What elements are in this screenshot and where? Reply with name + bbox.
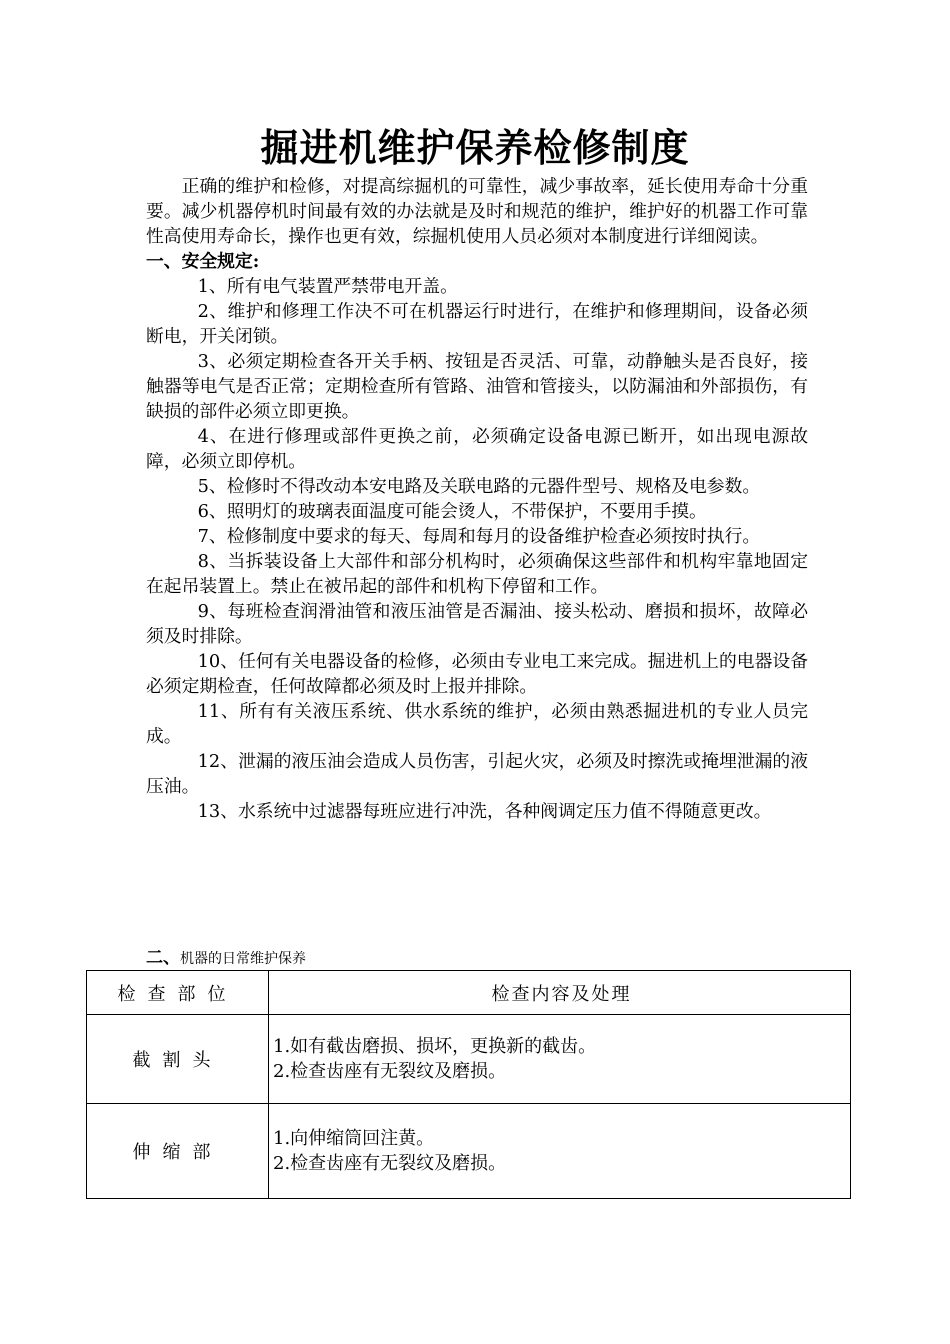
rule-item-11: 11、所有有关液压系统、供水系统的维护，必须由熟悉掘进机的专业人员完成。 xyxy=(146,701,808,747)
rule-item-13: 13、水系统中过滤器每班应进行冲洗，各种阀调定压力值不得随意更改。 xyxy=(197,801,772,822)
table-row xyxy=(87,1104,851,1199)
content-line: 1.如有截齿磨损、损坏，更换新的截齿。 xyxy=(273,1036,597,1057)
rule-item-5: 5、检修时不得改动本安电路及关联电路的元器件型号、规格及电参数。 xyxy=(197,476,761,497)
section-2-heading xyxy=(146,947,306,970)
maintenance-table xyxy=(86,970,851,1199)
section-2-title: 机器的日常维护保养 xyxy=(180,951,306,967)
table-header-row xyxy=(87,971,851,1015)
rule-item-7: 7、检修制度中要求的每天、每周和每月的设备维护检查必须按时执行。 xyxy=(197,526,761,547)
row-part-cutting-head: 截割头 xyxy=(87,1015,269,1104)
intro-paragraph: 正确的维护和检修，对提高综掘机的可靠性，减少事故率，延长使用寿命十分重要。减少机器停机时间最有效的办法就是及时和规范的维护，维护好的机器工作可靠性高使用寿命长，操作也更有效，综掘机使用人员必须对本制度进行详细阅读。 xyxy=(146,176,808,247)
section-2-number: 二、 xyxy=(146,948,180,968)
document-title: 掘进机维护保养检修制度 xyxy=(260,125,690,170)
table-row xyxy=(87,1015,851,1104)
row-part-telescopic: 伸缩部 xyxy=(87,1104,269,1199)
header-inspection-content: 检查内容及处理 xyxy=(269,971,851,1015)
rule-item-8: 8、当拆装设备上大部件和部分机构时，必须确保这些部件和机构牢靠地固定在起吊装置上。禁止在被吊起的部件和机构下停留和工作。 xyxy=(146,551,808,597)
content-line: 1.向伸缩筒回注黄。 xyxy=(273,1128,435,1149)
section-1-heading: 一、安全规定: xyxy=(146,251,260,272)
rule-item-12: 12、泄漏的液压油会造成人员伤害，引起火灾，必须及时擦洗或掩埋泄漏的液压油。 xyxy=(146,751,808,797)
row-content-telescopic xyxy=(269,1104,851,1199)
header-inspection-part: 检查部位 xyxy=(87,971,269,1015)
rule-item-3: 3、必须定期检查各开关手柄、按钮是否灵活、可靠，动静触头是否良好，接触器等电气是否正常；定期检查所有管路、油管和管接头，以防漏油和外部损伤，有缺损的部件必须立即更换。 xyxy=(146,351,808,422)
document-body xyxy=(146,174,808,824)
row-content-cutting-head xyxy=(269,1015,851,1104)
rule-item-1: 1、所有电气装置严禁带电开盖。 xyxy=(197,276,458,297)
rule-item-10: 10、任何有关电器设备的检修，必须由专业电工来完成。掘进机上的电器设备必须定期检查，任何故障都必须及时上报并排除。 xyxy=(146,651,808,697)
rule-item-2: 2、维护和修理工作决不可在机器运行时进行，在维护和修理期间，设备必须断电，开关闭锁。 xyxy=(146,301,808,347)
rule-item-6: 6、照明灯的玻璃表面温度可能会烫人，不带保护，不要用手摸。 xyxy=(197,501,707,522)
rule-item-9: 9、每班检查润滑油管和液压油管是否漏油、接头松动、磨损和损坏，故障必须及时排除。 xyxy=(146,601,808,647)
rule-item-4: 4、在进行修理或部件更换之前，必须确定设备电源已断开，如出现电源故障，必须立即停机。 xyxy=(146,426,808,472)
content-line: 2.检查齿座有无裂纹及磨损。 xyxy=(273,1061,507,1082)
content-line: 2.检查齿座有无裂纹及磨损。 xyxy=(273,1153,507,1174)
